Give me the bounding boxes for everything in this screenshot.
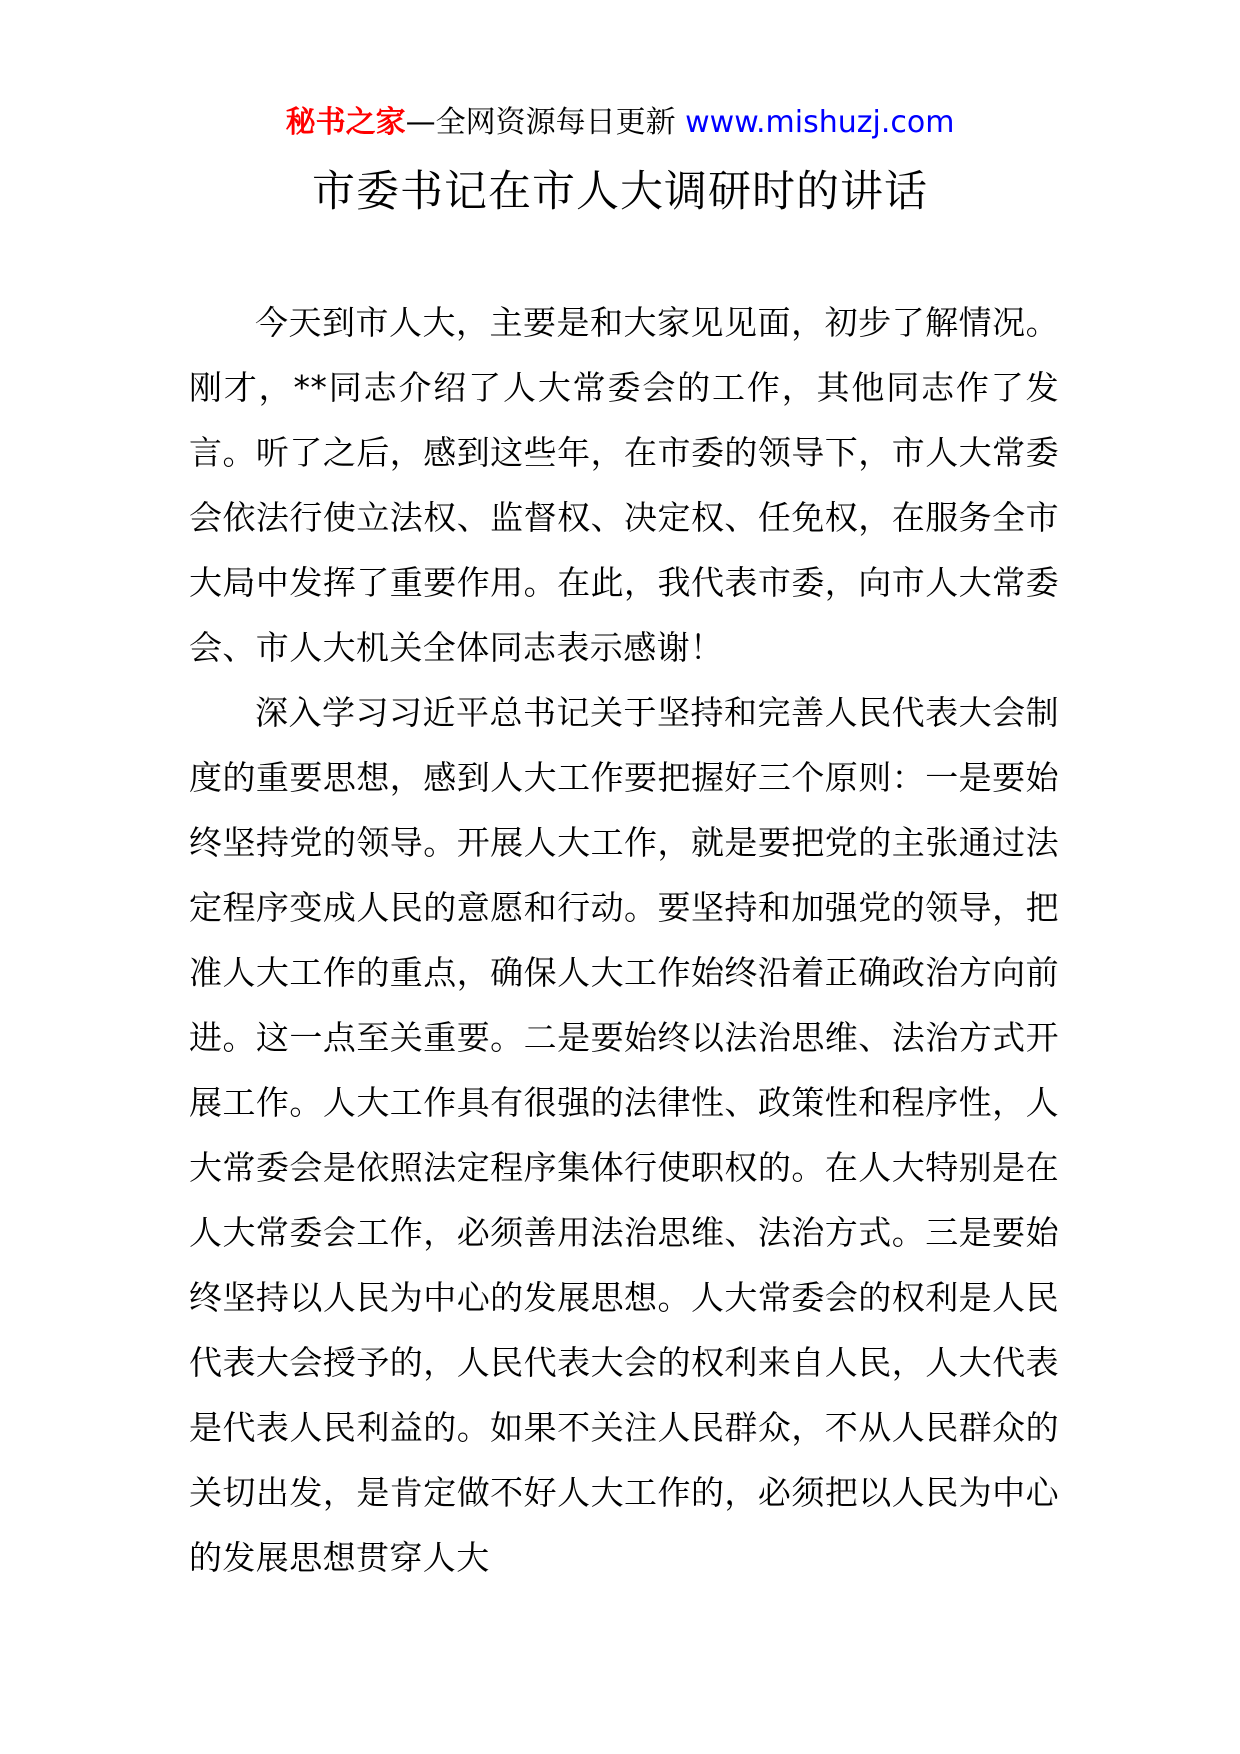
- document-body: [189, 290, 1059, 1590]
- document-title: 市委书记在市人大调研时的讲话: [312, 167, 928, 217]
- site-tagline: —全网资源每日更新: [405, 105, 686, 140]
- site-brand: 秘书之家: [285, 105, 406, 140]
- paragraph-2: 深入学习习近平总书记关于坚持和完善人民代表大会制度的重要思想，感到人大工作要把握好三个原则：一是要始终坚持党的领导。开展人大工作，就是要把党的主张通过法定程序变成人民的意愿和行动。要坚持和加强党的领导，把准人大工作的重点，确保人大工作始终沿着正确政治方向前进。这一点至关重要。二是要始终以法治思维、法治方式开展工作。人大工作具有很强的法律性、政策性和程序性，人大常委会是依照法定程序集体行使职权的。在人大特别是在人大常委会工作，必须善用法治思维、法治方式。三是要始终坚持以人民为中心的发展思想。人大常委会的权利是人民代表大会授予的，人民代表大会的权利来自人民，人大代表是代表人民利益的。如果不关注人民群众，不从人民群众的关切出发，是肯定做不好人大工作的，必须把以人民为中心的发展思想贯穿人大: [189, 693, 1059, 1577]
- site-header: [0, 100, 1240, 146]
- paragraph-1: 今天到市人大，主要是和大家见见面，初步了解情况。刚才，**同志介绍了人大常委会的工作，其他同志作了发言。听了之后，感到这些年，在市委的领导下，市人大常委会依法行使立法权、监督权、决定权、任免权，在服务全市大局中发挥了重要作用。在此，我代表市委，向市人大常委会、市人大机关全体同志表示感谢！: [189, 303, 1059, 667]
- site-url-link[interactable]: www.mishuzj.com: [685, 105, 955, 140]
